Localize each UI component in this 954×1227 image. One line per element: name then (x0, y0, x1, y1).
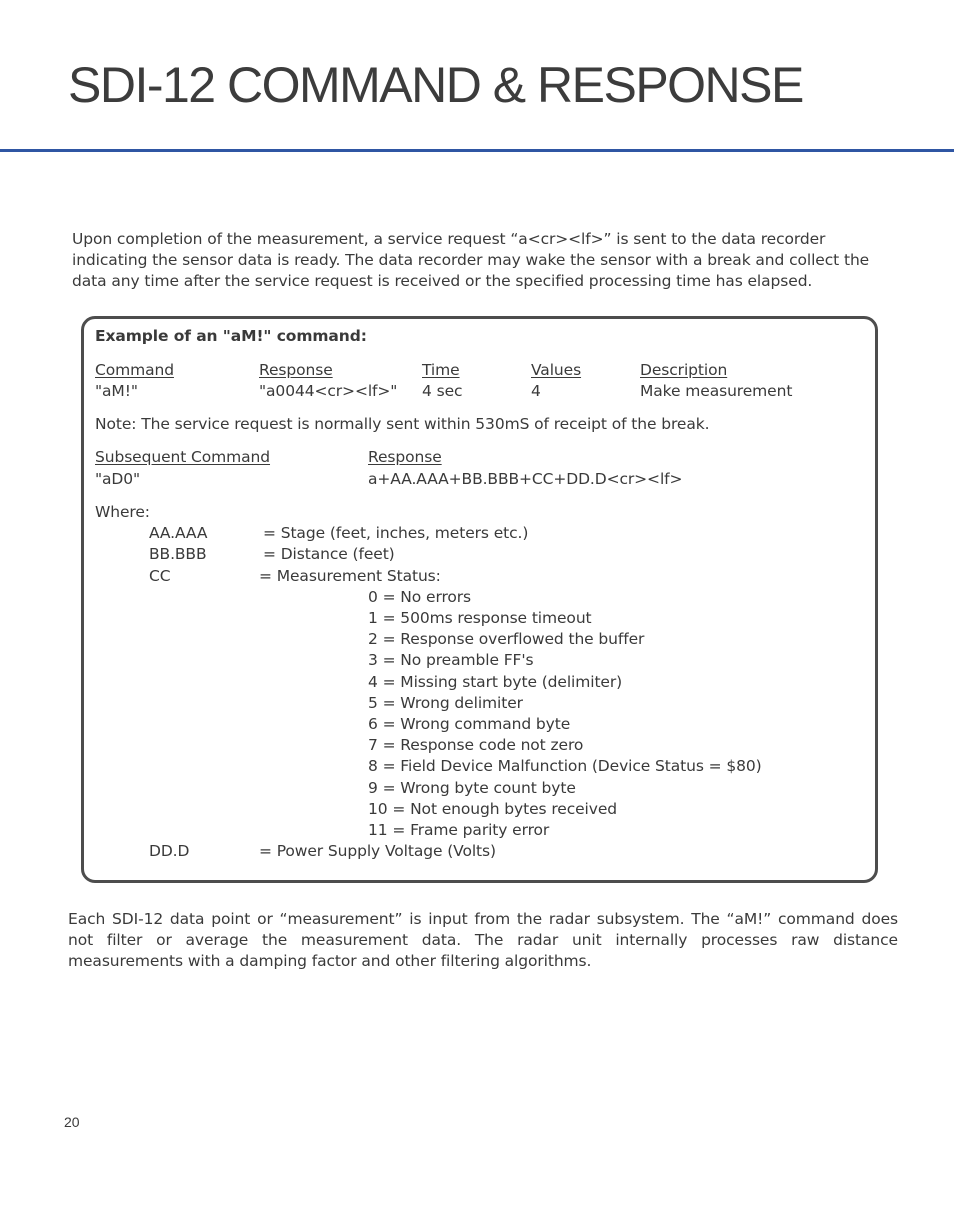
outro-paragraph: Each SDI-12 data point or “measurement” is input from the radar subsystem. The “aM!” command does not filter or average the measurement data. The radar unit internally processes raw distance measurements with a damping factor and other filtering algorithms. (68, 910, 898, 970)
status-code: 5 = Wrong delimiter (368, 694, 523, 712)
status-code: 4 = Missing start byte (delimiter) (368, 673, 623, 691)
status-code: 10 = Not enough bytes received (368, 800, 618, 818)
example-heading: Example of an "aM!" command: (95, 327, 367, 345)
subsequent-command: "aD0" (95, 470, 141, 488)
header-command: Command (95, 361, 174, 379)
status-code: 3 = No preamble FF's (368, 651, 534, 669)
row-time: 4 sec (422, 382, 463, 400)
header-values: Values (531, 361, 582, 379)
status-code: 2 = Response overflowed the buffer (368, 630, 645, 648)
header-response: Response (259, 361, 333, 379)
row-values: 4 (531, 382, 541, 400)
page-title: SDI-12 COMMAND & RESPONSE (68, 57, 803, 113)
field-bb-name: BB.BBB (149, 545, 207, 563)
row-description: Make measurement (640, 382, 793, 400)
status-code: 1 = 500ms response timeout (368, 609, 592, 627)
status-code: 11 = Frame parity error (368, 821, 550, 839)
header-divider (0, 149, 954, 152)
status-code: 7 = Response code not zero (368, 736, 584, 754)
field-bb-desc: = Distance (feet) (263, 545, 395, 563)
subsequent-command-header: Subsequent Command (95, 448, 271, 466)
header-time: Time (422, 361, 460, 379)
field-aa-name: AA.AAA (149, 524, 208, 542)
timing-note: Note: The service request is normally sent within 530mS of receipt of the break. (95, 415, 710, 433)
status-code: 0 = No errors (368, 588, 472, 606)
field-aa-desc: = Stage (feet, inches, meters etc.) (263, 524, 529, 542)
status-code: 9 = Wrong byte count byte (368, 779, 576, 797)
row-response: "a0044<cr><lf>" (259, 382, 398, 400)
status-code: 8 = Field Device Malfunction (Device Status = $80) (368, 757, 762, 775)
page-number: 20 (64, 1114, 80, 1130)
field-dd-name: DD.D (149, 842, 190, 860)
field-cc-desc: = Measurement Status: (259, 567, 441, 585)
header-description: Description (640, 361, 728, 379)
status-code: 6 = Wrong command byte (368, 715, 571, 733)
row-command: "aM!" (95, 382, 138, 400)
subsequent-response-header: Response (368, 448, 442, 466)
where-label: Where: (95, 503, 150, 521)
field-cc-name: CC (149, 567, 171, 585)
field-dd-desc: = Power Supply Voltage (Volts) (259, 842, 496, 860)
subsequent-response: a+AA.AAA+BB.BBB+CC+DD.D<cr><lf> (368, 470, 683, 488)
intro-paragraph: Upon completion of the measurement, a service request “a<cr><lf>” is sent to the data recorder indicating the sensor data is ready. The data recorder may wake the sensor with a break and collect the data any time after the service request is received or the specified processing time has elapsed. (72, 230, 870, 290)
